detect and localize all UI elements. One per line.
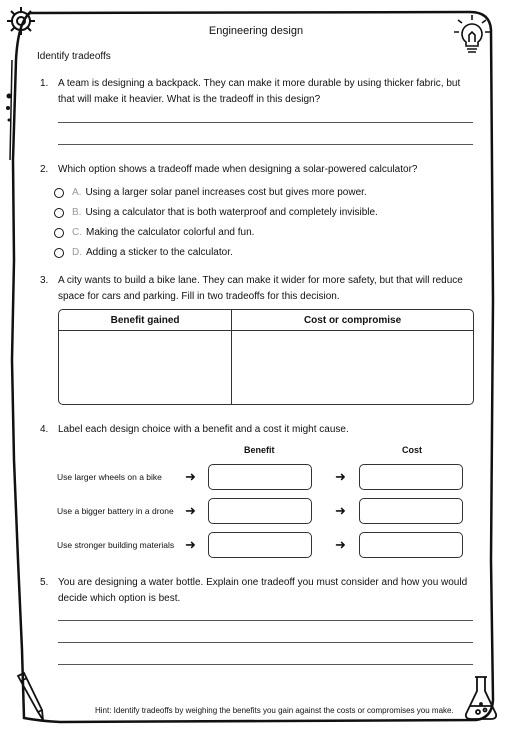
answer-line[interactable] xyxy=(58,642,473,643)
column-header-cost: Cost or compromise xyxy=(232,310,473,331)
design-choice-label: Use a bigger battery in a drone xyxy=(57,506,174,516)
question-text: You are designing a water bottle. Explain one tradeoff you must consider and how you would decide which option is best. xyxy=(58,577,468,604)
benefit-answer-box[interactable] xyxy=(208,464,312,490)
arrow-icon: ➜ xyxy=(185,537,196,552)
answer-line[interactable] xyxy=(58,122,473,123)
option-letter: D. xyxy=(72,247,82,258)
radio-button[interactable] xyxy=(54,228,64,238)
flask-icon xyxy=(462,674,500,722)
question-number: 1. xyxy=(40,78,49,89)
benefit-column-header: Benefit xyxy=(244,445,275,455)
option-text: Adding a sticker to the calculator. xyxy=(86,247,233,258)
answer-line[interactable] xyxy=(58,664,473,665)
design-choice-label: Use larger wheels on a bike xyxy=(57,472,162,482)
answer-line[interactable] xyxy=(58,620,473,621)
hint-text: Hint: Identify tradeoffs by weighing the benefits you gain against the costs or compromises you make. xyxy=(95,706,454,715)
answer-line[interactable] xyxy=(58,144,473,145)
worksheet-title: Engineering design xyxy=(208,25,304,37)
radio-button[interactable] xyxy=(54,248,64,258)
question-text: A city wants to build a bike lane. They can make it wider for more safety, but that will reduce space for cars and parking. Fill in two tradeoffs for this decision. xyxy=(58,275,463,302)
benefit-cell[interactable] xyxy=(59,331,232,404)
option-text: Using a calculator that is both waterproof and completely invisible. xyxy=(85,207,378,218)
arrow-icon: ➜ xyxy=(335,537,346,552)
option-c[interactable] xyxy=(54,227,254,238)
radio-button[interactable] xyxy=(54,208,64,218)
cost-column-header: Cost xyxy=(402,445,422,455)
question-text: A team is designing a backpack. They can make it more durable by using thicker fabric, but that will make it heavier. What is the tradeoff in this design? xyxy=(58,78,461,105)
pencil-icon xyxy=(14,668,48,722)
question-text: Label each design choice with a benefit and a cost it might cause. xyxy=(58,424,349,435)
column-header-benefit: Benefit gained xyxy=(59,310,232,331)
option-d[interactable] xyxy=(54,247,233,258)
cost-answer-box[interactable] xyxy=(359,464,463,490)
option-text: Making the calculator colorful and fun. xyxy=(86,227,255,238)
benefit-answer-box[interactable] xyxy=(208,498,312,524)
question-number: 5. xyxy=(40,577,49,588)
question-number: 3. xyxy=(40,275,49,286)
option-text: Using a larger solar panel increases cost but gives more power. xyxy=(85,187,367,198)
option-letter: C. xyxy=(72,227,82,238)
option-letter: B. xyxy=(72,207,82,218)
question-text: Which option shows a tradeoff made when designing a solar-powered calculator? xyxy=(58,164,418,175)
design-choice-label: Use stronger building materials xyxy=(57,540,175,550)
option-letter: A. xyxy=(72,187,82,198)
cost-answer-box[interactable] xyxy=(359,532,463,558)
option-a[interactable] xyxy=(54,187,367,198)
question-number: 2. xyxy=(40,164,49,175)
worksheet-subtitle: Identify tradeoffs xyxy=(37,51,111,62)
benefit-answer-box[interactable] xyxy=(208,532,312,558)
tradeoff-table xyxy=(58,309,474,405)
arrow-icon: ➜ xyxy=(185,503,196,518)
radio-button[interactable] xyxy=(54,188,64,198)
arrow-icon: ➜ xyxy=(185,469,196,484)
arrow-icon: ➜ xyxy=(335,469,346,484)
arrow-icon: ➜ xyxy=(335,503,346,518)
option-b[interactable] xyxy=(54,207,378,218)
question-number: 4. xyxy=(40,424,49,435)
cost-cell[interactable] xyxy=(232,331,473,404)
cost-answer-box[interactable] xyxy=(359,498,463,524)
